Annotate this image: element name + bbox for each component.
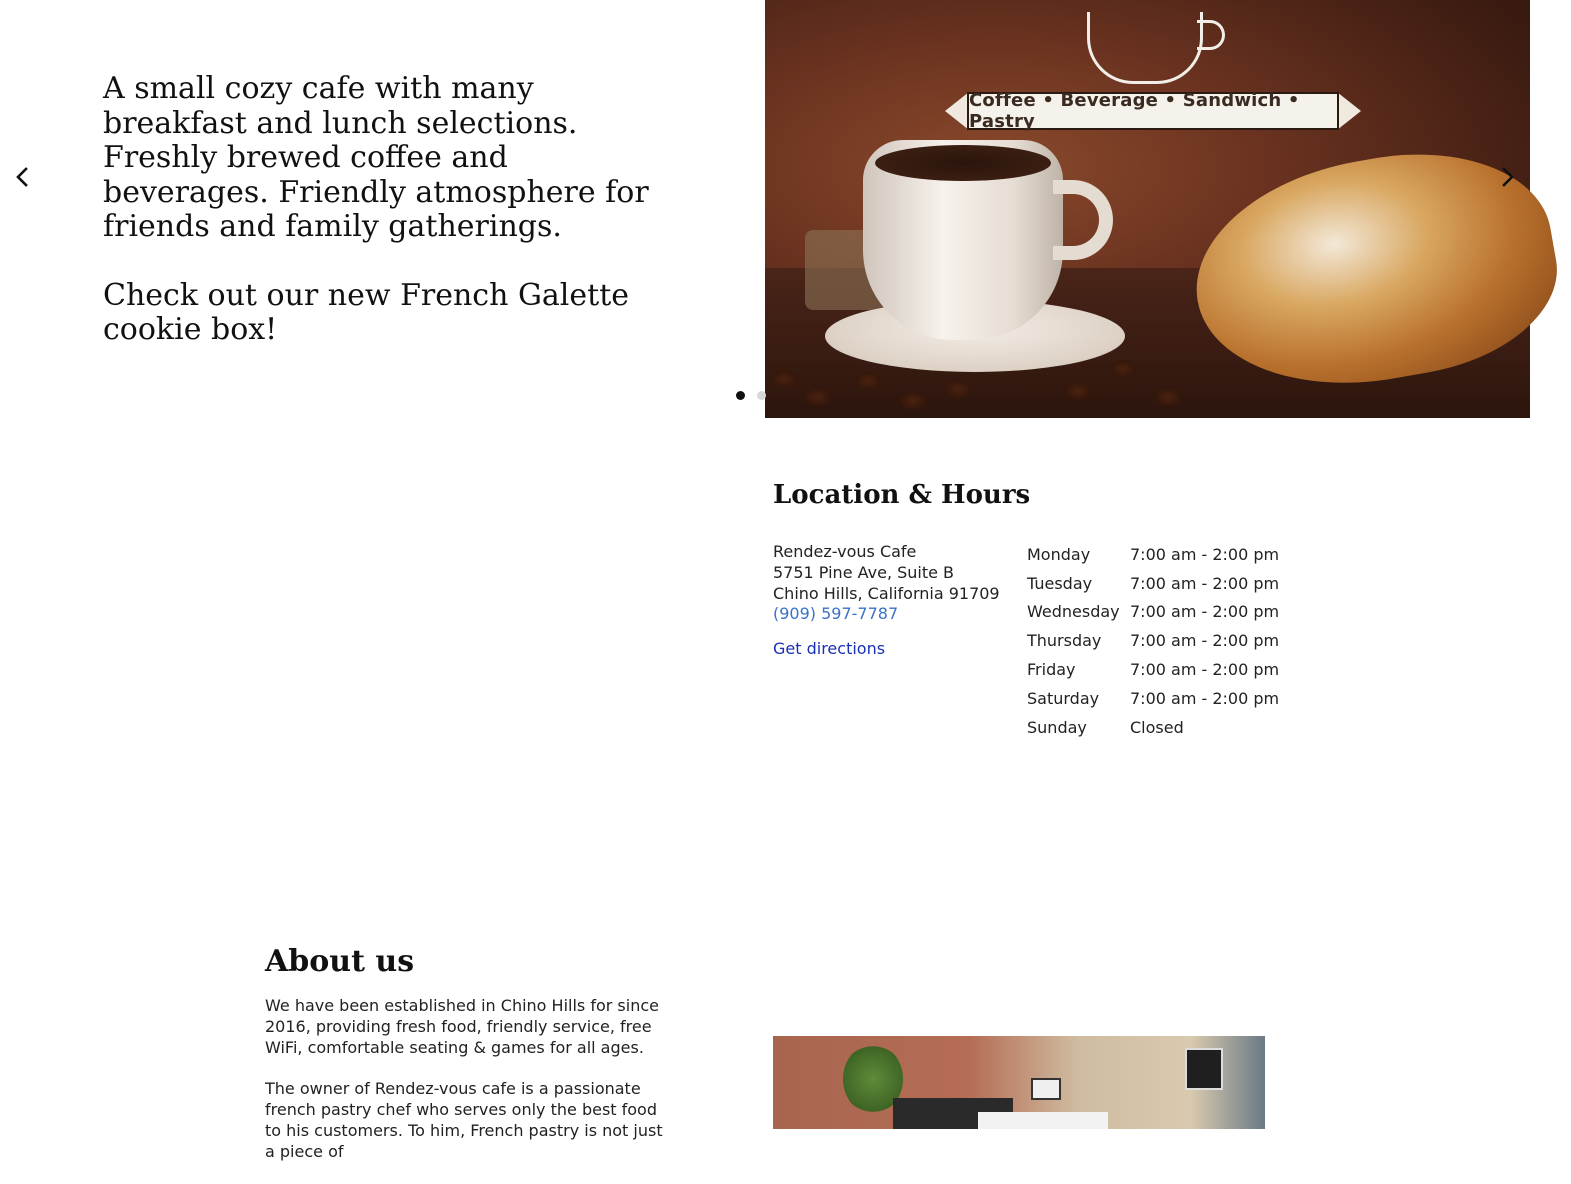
hours-time: 7:00 am - 2:00 pm xyxy=(1130,573,1280,593)
hero-carousel xyxy=(0,0,1530,418)
hours-day: Friday xyxy=(1027,660,1076,680)
carousel-dots xyxy=(736,391,766,400)
hours-row xyxy=(1027,598,1279,627)
hours-day: Thursday xyxy=(1027,631,1102,651)
hours-day: Wednesday xyxy=(1027,602,1120,622)
hours-row xyxy=(1027,713,1279,742)
street-address: 5751 Pine Ave, Suite B xyxy=(773,562,955,582)
hours-row xyxy=(1027,684,1279,713)
hero-image-banner: Coffee • Beverage • Sandwich • Pastry xyxy=(967,92,1339,130)
cup-logo-icon xyxy=(1087,12,1203,84)
hours-time: 7:00 am - 2:00 pm xyxy=(1130,631,1280,651)
hours-time: Closed xyxy=(1130,717,1184,737)
hours-table xyxy=(1027,540,1279,742)
phone-link[interactable]: (909) 597-7787 xyxy=(773,604,899,624)
carousel-next-button[interactable] xyxy=(1493,162,1523,192)
about-us-text xyxy=(265,996,675,1184)
get-directions-link[interactable]: Get directions xyxy=(773,639,886,659)
hours-time: 7:00 am - 2:00 pm xyxy=(1130,544,1280,564)
chevron-right-icon xyxy=(1500,166,1516,188)
hours-time: 7:00 am - 2:00 pm xyxy=(1130,688,1280,708)
hours-row xyxy=(1027,569,1279,598)
hours-day: Tuesday xyxy=(1027,573,1093,593)
hours-day: Saturday xyxy=(1027,688,1100,708)
about-paragraph: We have been established in Chino Hills for since 2016, providing fresh food, friendly service, free WiFi, comfortable seating & games for all ages. xyxy=(265,996,659,1057)
address-block xyxy=(773,542,1000,660)
hero-description xyxy=(103,72,683,382)
carousel-dot-1[interactable] xyxy=(736,391,745,400)
city-address: Chino Hills, California 91709 xyxy=(773,583,1000,603)
hero-image xyxy=(765,0,1530,418)
chevron-left-icon xyxy=(14,166,30,188)
cafe-interior-image xyxy=(773,1036,1265,1129)
carousel-prev-button[interactable] xyxy=(7,162,37,192)
carousel-dot-2[interactable] xyxy=(757,391,766,400)
business-name: Rendez-vous Cafe xyxy=(773,542,917,561)
hours-row xyxy=(1027,540,1279,569)
hours-row xyxy=(1027,655,1279,684)
hours-day: Monday xyxy=(1027,544,1091,564)
hours-time: 7:00 am - 2:00 pm xyxy=(1130,660,1280,680)
about-paragraph: The owner of Rendez-vous cafe is a passionate french pastry chef who serves only the best food to his customers. To him, French pastry is not just a piece of xyxy=(265,1079,663,1161)
hero-paragraph-intro: A small cozy cafe with many breakfast and lunch selections. Freshly brewed coffee and beverages. Friendly atmosphere for friends and family gatherings. xyxy=(103,71,649,244)
hero-paragraph-promo: Check out our new French Galette cookie box! xyxy=(103,277,630,347)
hours-day: Sunday xyxy=(1027,717,1087,737)
hours-row xyxy=(1027,626,1279,655)
location-hours-title: Location & Hours xyxy=(773,480,1031,510)
hours-time: 7:00 am - 2:00 pm xyxy=(1130,602,1280,622)
about-us-title: About us xyxy=(265,944,415,979)
